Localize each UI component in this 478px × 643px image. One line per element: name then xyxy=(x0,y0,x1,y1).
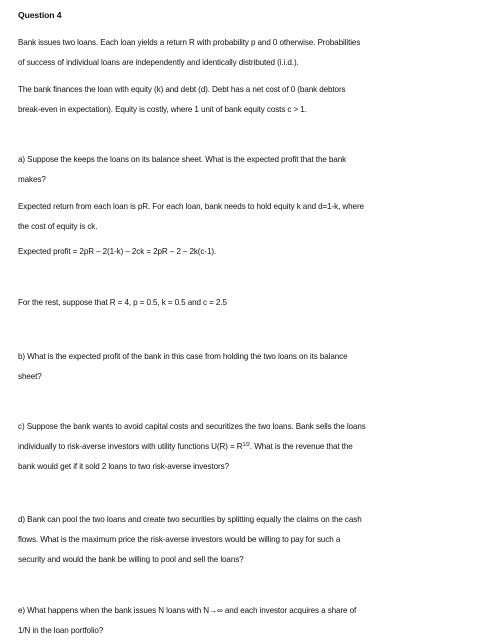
part-c-line-2-suffix: . What is the revenue that the xyxy=(249,442,353,451)
part-a-answer-line-1: Expected return from each loan is pR. For each loan, bank needs to hold equity k and d=1-k, where xyxy=(18,202,364,211)
part-a-answer-line-2: the cost of equity is ck. xyxy=(18,222,98,231)
intro-line-2: of success of individual loans are independently and identically distributed (i.i.d.). xyxy=(18,58,299,67)
part-c-line-3: bank would get if it sold 2 loans to two risk-averse investors? xyxy=(18,462,229,471)
part-c-line-2 xyxy=(18,441,464,452)
part-c-line-1: c) Suppose the bank wants to avoid capital costs and securitizes the two loans. Bank sells the loans xyxy=(18,422,366,431)
part-a-question-line-2: makes? xyxy=(18,175,46,184)
intro-line-4: break-even in expectation). Equity is costly, where 1 unit of bank equity costs c > 1. xyxy=(18,105,307,114)
question-title: Question 4 xyxy=(18,10,62,20)
part-d-line-1: d) Bank can pool the two loans and create two securities by splitting equally the claims on the cash xyxy=(18,515,362,524)
part-a-question-line-1: a) Suppose the keeps the loans on its balance sheet. What is the expected profit that the bank xyxy=(18,155,347,164)
part-b-line-1: b) What is the expected profit of the bank in this case from holding the two loans on its balance xyxy=(18,352,348,361)
intro-line-3: The bank finances the loan with equity (k) and debt (d). Debt has a net cost of 0 (bank debtors xyxy=(18,85,346,94)
part-e-line-2: 1/N in the loan portfolio? xyxy=(18,626,104,635)
part-e-line-1: e) What happens when the bank issues N loans with N→∞ and each investor acquires a share of xyxy=(18,606,357,615)
part-d-line-3: security and would the bank be willing to pool and sell the loans? xyxy=(18,555,244,564)
expected-profit-line: Expected profit = 2pR – 2(1-k) – 2ck = 2pR – 2 – 2k(c-1). xyxy=(18,247,217,256)
part-d-line-2: flows. What is the maximum price the risk-averse investors would be willing to pay for such a xyxy=(18,535,341,544)
intro-line-1: Bank issues two loans. Each loan yields a return R with probability p and 0 otherwise. Probabilities xyxy=(18,38,361,47)
assumption-line: For the rest, suppose that R = 4, p = 0.5, k = 0.5 and c = 2.5 xyxy=(18,298,227,307)
part-b-line-2: sheet? xyxy=(18,372,42,381)
part-c-superscript: 1/2 xyxy=(242,442,250,448)
part-c-line-2-prefix: individually to risk-averse investors with utility functions U(R) = R xyxy=(18,442,243,451)
